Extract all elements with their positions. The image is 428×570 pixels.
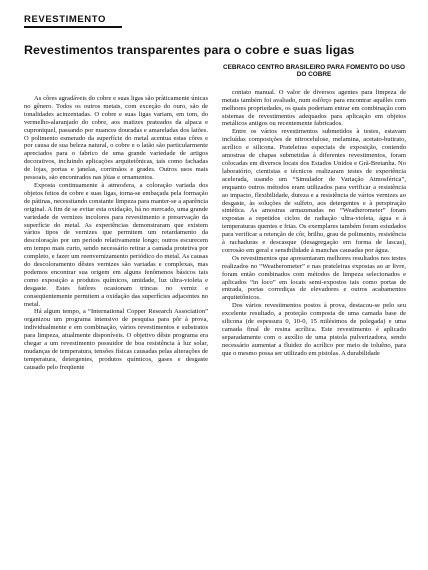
paragraph: Há algum tempo, a “International Copper Research Association” organizou um programa intensivo de pesquisa para pôr à prova, individualmente e em combinação, vários revestimentos e substratos para limpeza, atualmente disponíveis. O objetivo dêste programa era chegar a um revestimento possuidor de boa resistência à luz solar, mudanças de temperatura, tensões físicas causadas pelas alterações de temperatura, detergentes, produtos químicos, gases e desgaste causado pelo freqüente bbox=[24, 308, 208, 371]
paragraph: As côres agradáveis do cobre e suas ligas são pràticamente únicas no gênero. Todos os outros metais, com exceção do ouro, são de tonalidades acinzentadas. O cobre e suas ligas variam, em tom, do vermelho-alaranjado do cobre, aos matizes prateados da alpaca e cuproniquel, passando por nuances douradas e amareladas dos latões. O polimento esmerado da superfície do metal acentua estas côres e por causa de sua beleza natural, o cobre e o latão são particularmente apreciados para o fabrico de uma grande variedade de artigos decorativos, incluindo aplicações arquitetônicas, tais como fachadas de lojas, portas e janelas, corrimãos e grades. Outros usos mais pessoais, são encontrados nas jóias e ornamentos. bbox=[24, 95, 208, 182]
paragraph: Dos vários revestimentos postos à prova, destacou-se pelo seu excelente resultado, a proteção composta de uma camada base de silicona (de espessura 0, 10-0, 15 milésimos de polegada) e uma camada final de resina acrílica. Este revestimento é aplicado separadamente com o auxílio de uma pistola pulverizadora, sendo necessário aumentar a fluidez do acrílico por meio de toluêno, para que o mesmo possa ser utilizado em pistolas. A durabilidade bbox=[222, 302, 406, 357]
paragraph: Os revestimentos que apresentaram melhores resultados nos testes realizados no “Weatherometer” e nas prateleiras expostas ao ar livre, foram então combinados com métodos de limpeza selecionados e aplicados “in loco” em locais semi-expostos tais como portas de entrada, portas corrediças de elevadores e outros acabamentos arquitetônicos. bbox=[222, 254, 406, 302]
article-headline: Revestimentos transparentes para o cobre e suas ligas bbox=[24, 43, 355, 57]
byline: CEBRACO CENTRO BRASILEIRO PARA FOMENTO DO USO DO COBRE bbox=[222, 64, 406, 79]
section-label: REVESTIMENTO bbox=[24, 14, 122, 28]
article-columns bbox=[24, 62, 412, 372]
paragraph: contato manual. O valor de diversos agentes para limpeza de metais também foi avaliado, num esfôrço para encontrar aquêles com melhores propriedades, os quais poderiam entrar em combinação com sistemas de revestimentos adequados para aplicação em objetos metálicos antigos ou recentemente fabricados. bbox=[222, 88, 406, 128]
paragraph: Exposta continuamente à atmosfera, a coloração variada dos objetos feitos de cobre e suas ligas, torna-se embaçada pela formação de pátinas, necessitando constante limpeza para manter-se a aparência original. A fim de se evitar esta oxidação, há no mercado, uma grande variedade de vernizes incolores para revestimento e preservação da superfície do metal. As experiências demonstraram que existem vários tipos de vernizes que permitem um retardamento da descoloração por um período relativamente longo; outros escurecem em tempo mais curto, sendo necessário retirar a camada protetiva por completo, e fazer um reenvernizamento periódico do metal. As causas do descoloramento dêstes vernizes são variadas e complexas, mas podemos encontrar sua origem em alguns fenômenos básicos tais como exposição a produtos químicos, umidade, luz ultra-violeta e desgaste. Estes fatôres ocasionam trincas no verniz e conseqüentemente permitem a oxidação das superfícies adjacentes no metal. bbox=[24, 181, 208, 308]
right-column bbox=[222, 62, 406, 372]
left-column bbox=[24, 62, 208, 372]
paragraph: Entre os vários revestimentos submetidos à testes, estavam incluídas composições de nitrocelulose, melamina, acetato-butirato, acrílico e silicona. Prateleiras especiais de exposição, contendo amostras de chapas submetidas à diferentes revestimentos, foram colocadas em diversos locais dos Estados Unidos e Grã-Bretanha. No laboratório, cientistas e técnicos realizaram testes de experiência acelerada, usando um “Simulador de Variação Atmosférica”, enquanto outros métodos eram utilizados para verificar a resistência ao impacto, flexibilidade, dureza e a resistência de vários vernizes ao desgaste, às soluções de sulfeto, aos detergentes e à perspiração sintética. As amostras armazenadas no “Weatherometer” foram expostas a repetidos ciclos de radiação ultra-violeta, água e à temperaturas quentes e frias. Os exemplares também foram estudados para verificar a retenção de côr, brilho, grau de polimento, resistência à rachaduras e descasque (desagregação em forma de lascas), corrosão em geral e sensibilidade à manchas causadas por água. bbox=[222, 128, 406, 254]
